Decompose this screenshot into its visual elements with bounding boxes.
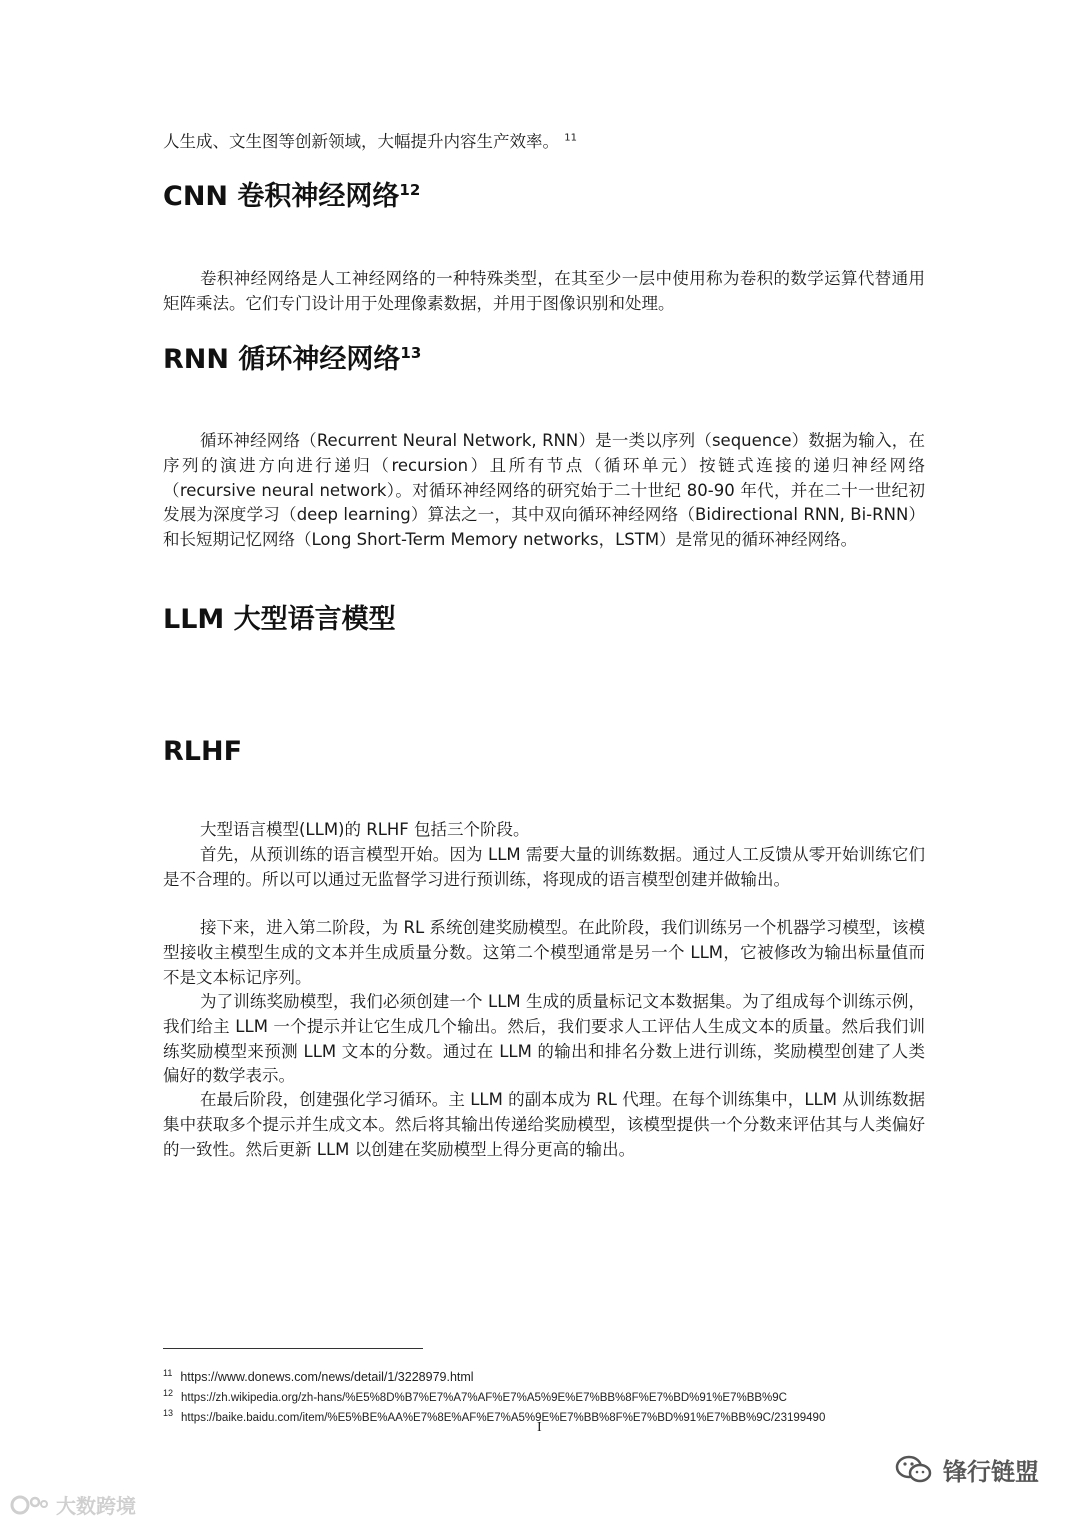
paragraph-rnn: 循环神经网络（Recurrent Neural Network, RNN）是一类以序列（sequence）数据为输入，在序列的演进方向进行递归（recursion）且所有节点（循环单元）按链式连接的递归神经网络（recursive neural network）。对循环神经网络的研究始于二十世纪 80-90 年代，并在二十一世纪初发展为深度学习（deep learning）算法之一，其中双向循环神经网络（Bidirectional RNN, Bi-RNN）和长短期记忆网络（Long Short-Term Memory networks，LSTM）是常见的循环神经网络。 — [163, 431, 925, 550]
paragraph-rlhf-5: 在最后阶段，创建强化学习循环。主 LLM 的副本成为 RL 代理。在每个训练集中，LLM 从训练数据集中获取多个提示并生成文本。然后将其输出传递给奖励模型，该模型提供一个分数来评估其与人类偏好的一致性。然后更新 LLM 以创建在奖励模型上得分更高的输出。 — [163, 1090, 925, 1159]
footnote-11: $^{11}$ https://www.donews.com/news/detail/1/3228979.html — [163, 1368, 474, 1385]
paragraph-rlhf-1: 大型语言模型(LLM)的 RLHF 包括三个阶段。 — [200, 820, 530, 839]
footnote-ref-12: 12 — [399, 181, 421, 199]
footnote-13: $^{13}$ https://baike.baidu.com/item/%E5%BE%AA%E7%8E%AF%E7%A5%9E%E7%BB%8F%E7%BD%91%E7%BB%9C/23199490 — [163, 1408, 826, 1424]
watermark-left — [10, 1490, 136, 1519]
heading-rlhf: RLHF — [163, 736, 243, 767]
brand-logo-icon — [10, 1494, 50, 1516]
footnote-link[interactable]: https://zh.wikipedia.org/zh-hans/%E5%8D%B7%E7%A7%AF%E7%A5%9E%E7%BB%8F%E7%BD%91%E7%BB%9C — [181, 1391, 787, 1404]
footnote-12: $^{12}$ https://zh.wikipedia.org/zh-hans/%E5%8D%B7%E7%A7%AF%E7%A5%9E%E7%BB%8F%E7%BD%91%E7%BB%9C — [163, 1388, 787, 1404]
footnote-link[interactable]: https://www.donews.com/news/detail/1/3228979.html — [180, 1370, 474, 1385]
heading-llm: LLM 大型语言模型 — [163, 604, 396, 635]
paragraph-rlhf-3: 接下来，进入第二阶段，为 RL 系统创建奖励模型。在此阶段，我们训练另一个机器学习模型，该模型接收主模型生成的文本并生成质量分数。这第二个模型通常是另一个 LLM，它被修改为输出标量值而不是文本标记序列。 — [163, 918, 925, 987]
footnote-divider — [163, 1348, 423, 1349]
watermark-left-text: 大数跨境 — [56, 1494, 136, 1518]
paragraph-cnn: 卷积神经网络是人工神经网络的一种特殊类型，在其至少一层中使用称为卷积的数学运算代替通用矩阵乘法。它们专门设计用于处理像素数据，并用于图像识别和处理。 — [163, 269, 925, 313]
paragraph-intro: 人生成、文生图等创新领域，大幅提升内容生产效率。 $^{11}$ — [163, 132, 577, 151]
footnote-ref-13: 13 — [400, 344, 422, 362]
page-number: I — [537, 1420, 542, 1435]
watermark-right — [895, 1452, 1039, 1487]
paragraph-rlhf-4: 为了训练奖励模型，我们必须创建一个 LLM 生成的质量标记文本数据集。为了组成每个训练示例，我们给主 LLM 一个提示并让它生成几个输出。然后，我们要求人工评估人生成文本的质量。然后我们训练奖励模型来预测 LLM 文本的分数。通过在 LLM 的输出和排名分数上进行训练，奖励模型创建了人类偏好的数学表示。 — [163, 992, 925, 1086]
heading-rnn: RNN 循环神经网络$^{13}$ — [163, 344, 422, 375]
footnote-ref-11: 11 — [564, 132, 577, 144]
footnote-link[interactable]: https://baike.baidu.com/item/%E5%BE%AA%E7%8E%AF%E7%A5%9E%E7%BB%8F%E7%BD%91%E7%BB%9C/23199490 — [181, 1411, 826, 1424]
paragraph-rlhf-2: 首先，从预训练的语言模型开始。因为 LLM 需要大量的训练数据。通过人工反馈从零开始训练它们是不合理的。所以可以通过无监督学习进行预训练，将现成的语言模型创建并做输出。 — [163, 845, 925, 889]
heading-cnn: CNN 卷积神经网络$^{12}$ — [163, 181, 421, 212]
watermark-right-text: 锋行链盟 — [943, 1458, 1039, 1486]
wechat-icon — [895, 1454, 933, 1486]
